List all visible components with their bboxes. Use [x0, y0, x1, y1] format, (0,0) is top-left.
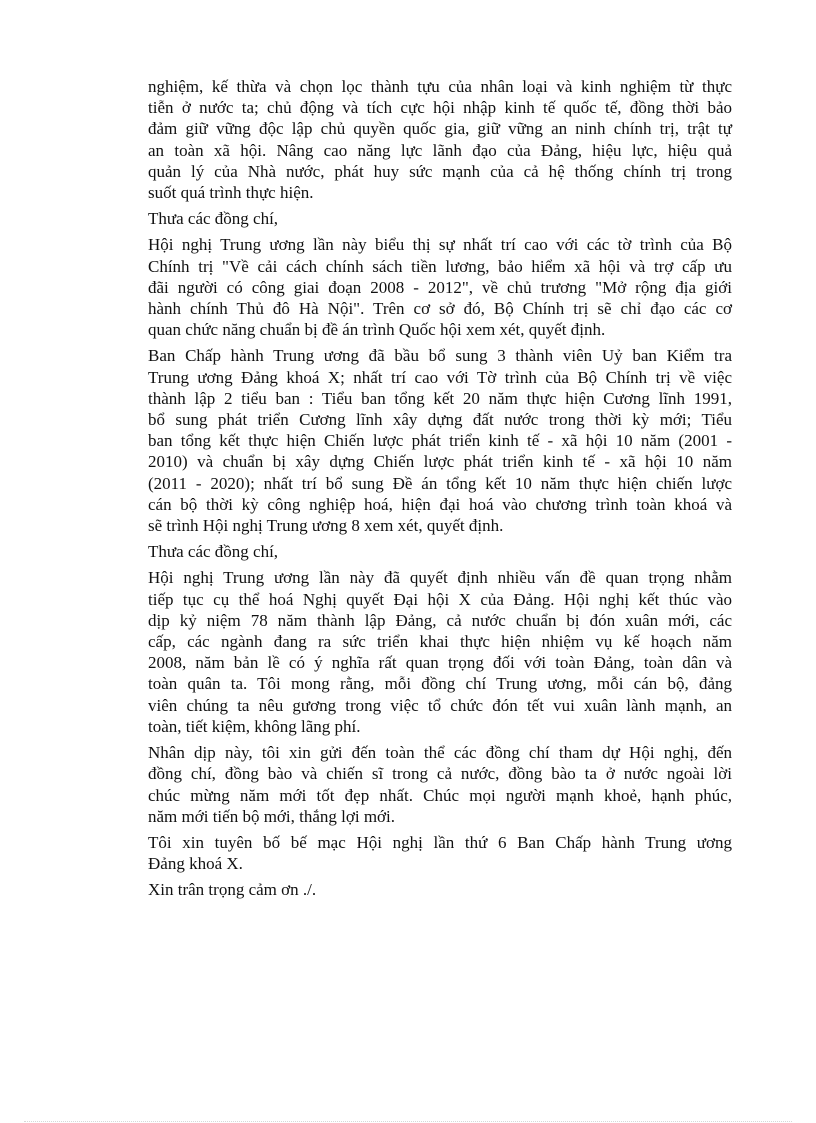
- paragraph-thanks: [148, 879, 732, 900]
- paragraph-salutation: [148, 208, 732, 229]
- text-line: an toàn xã hội. Nâng cao năng lực lãnh đạo của Đảng, hiệu lực, hiệu quả: [148, 140, 732, 160]
- paragraph-intro-continuation: [148, 76, 732, 203]
- thanks-line: Xin trân trọng cảm ơn ./.: [148, 880, 317, 900]
- text-line: đồng chí, đồng bào và chiến sĩ trong cả nước, đồng bào ta ở nước ngoài lời: [148, 764, 732, 784]
- text-line: quản lý của Nhà nước, phát huy sức mạnh của cả hệ thống chính trị trong: [148, 161, 732, 181]
- text-line: chúc mừng năm mới tốt đẹp nhất. Chúc mọi người mạnh khoẻ, hạnh phúc,: [148, 785, 732, 805]
- text-line: Chính trị "Về cải cách chính sách tiền lương, bảo hiểm xã hội và trợ cấp ưu: [148, 256, 732, 276]
- text-line: 2010) và chuẩn bị xây dựng Chiến lược phát triển kinh tế - xã hội 10 năm: [148, 452, 732, 472]
- text-line: quan chức năng chuẩn bị đề án trình Quốc hội xem xét, quyết định.: [148, 320, 606, 340]
- paragraph-closing-declaration: [148, 832, 732, 874]
- paragraph-central-committee: [148, 345, 732, 536]
- document-body: [148, 76, 732, 906]
- text-line: thành lập 2 tiểu ban : Tiểu ban tổng kết 20 năm thực hiện Cương lĩnh 1991,: [148, 388, 732, 408]
- text-line: 2008, năm bản lề có ý nghĩa rất quan trọng đối với toàn Đảng, toàn dân và: [148, 653, 732, 673]
- text-line: tiễn ở nước ta; chủ động và tích cực hội nhập kinh tế quốc tế, đồng thời bảo: [148, 98, 732, 118]
- text-line: cấp, các ngành đang ra sức triển khai thực hiện nhiệm vụ kế hoạch năm: [148, 632, 732, 652]
- text-line: năm mới tiến bộ mới, thắng lợi mới.: [148, 806, 396, 826]
- text-line: Trung ương Đảng khoá X; nhất trí cao với Tờ trình của Bộ Chính trị về việc: [148, 367, 732, 387]
- text-line: toàn, tiết kiệm, không lãng phí.: [148, 716, 361, 736]
- text-line: Tôi xin tuyên bố bế mạc Hội nghị lần thứ 6 Ban Chấp hành Trung ương: [148, 832, 732, 852]
- text-line: Ban Chấp hành Trung ương đã bầu bổ sung 3 thành viên Uỷ ban Kiểm tra: [148, 346, 732, 366]
- text-line: Đảng khoá X.: [148, 854, 243, 874]
- text-line: cán bộ thời kỳ công nghiệp hoá, hiện đại hoá vào chương trình toàn khoá và: [148, 494, 732, 514]
- text-line: suốt quá trình thực hiện.: [148, 183, 314, 203]
- text-line: tiếp tục cụ thể hoá Nghị quyết Đại hội X của Đảng. Hội nghị kết thúc vào: [148, 589, 732, 609]
- text-line: sẽ trình Hội nghị Trung ương 8 xem xét, quyết định.: [148, 516, 504, 536]
- text-line: Hội nghị Trung ương lần này biểu thị sự nhất trí cao với các tờ trình của Bộ: [148, 235, 732, 255]
- text-line: dịp kỷ niệm 78 năm thành lập Đảng, cả nước chuẩn bị đón xuân mới, các: [148, 610, 732, 630]
- paragraph-salutation: [148, 541, 732, 562]
- text-line: toàn quân ta. Tôi mong rằng, mỗi đồng chí Trung ương, mỗi cán bộ, đảng: [148, 674, 732, 694]
- text-line: nghiệm, kế thừa và chọn lọc thành tựu của nhân loại và kinh nghiệm từ thực: [148, 77, 732, 96]
- text-line: đãi người có công giai đoạn 2008 - 2012", về chủ trương "Mở rộng địa giới: [148, 277, 732, 297]
- text-line: ban tổng kết thực hiện Chiến lược phát triển kinh tế - xã hội 10 năm (2001 -: [148, 431, 732, 451]
- salutation-line: Thưa các đồng chí,: [148, 209, 279, 229]
- text-line: bổ sung phát triển Cương lĩnh xây dựng đất nước trong thời kỳ mới; Tiểu: [148, 410, 732, 430]
- salutation-line: Thưa các đồng chí,: [148, 542, 279, 562]
- text-line: hành chính Thủ đô Hà Nội". Trên cơ sở đó, Bộ Chính trị sẽ chỉ đạo các cơ: [148, 299, 732, 319]
- text-line: Nhân dịp này, tôi xin gửi đến toàn thể các đồng chí tham dự Hội nghị, đến: [148, 743, 732, 763]
- paragraph-politburo-proposals: [148, 234, 732, 340]
- text-line: đảm giữ vững độc lập chủ quyền quốc gia, giữ vững an ninh chính trị, trật tự: [148, 119, 732, 139]
- text-line: Hội nghị Trung ương lần này đã quyết định nhiều vấn đề quan trọng nhằm: [148, 568, 732, 588]
- page-bottom-divider: [24, 1121, 792, 1122]
- text-line: viên chúng ta nêu gương trong việc tổ chức đón tết vui xuân lành mạnh, an: [148, 695, 732, 715]
- text-line: (2011 - 2020); nhất trí bổ sung Đề án tổng kết 10 năm thực hiện chiến lược: [148, 473, 732, 493]
- paragraph-new-year-wishes: [148, 742, 732, 827]
- paragraph-conference-decisions: [148, 567, 732, 737]
